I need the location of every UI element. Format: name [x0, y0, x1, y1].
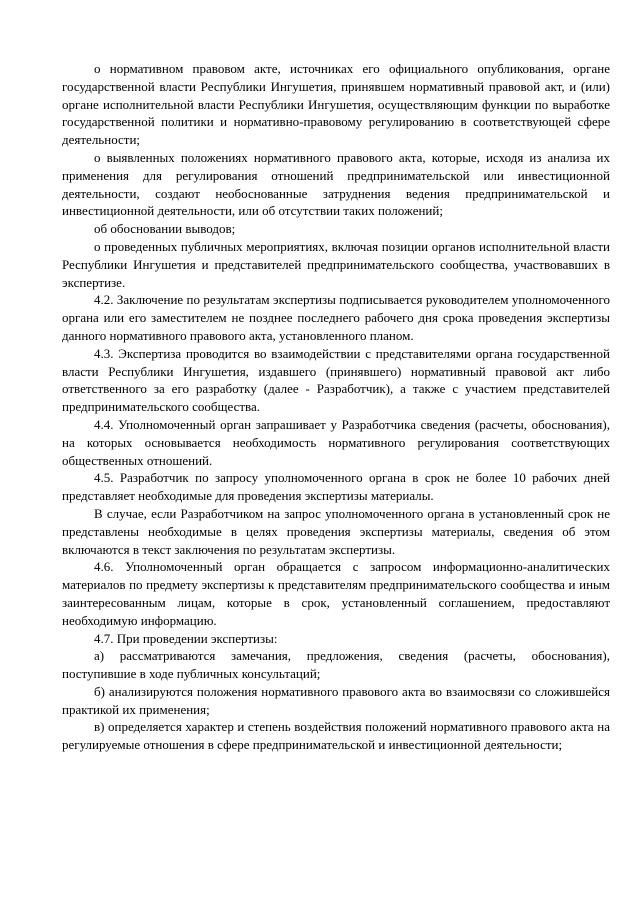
paragraph-4-6: 4.6. Уполномоченный орган обращается с запросом информационно-аналитических материалов по предмету экспертизы к представителям предпринимательского сообщества и иным заинтересованным лицам, которые в срок, установленный соглашением, предоставляют необходимую информацию.	[62, 559, 610, 628]
paragraph-4-7: 4.7. При проведении экспертизы:	[94, 630, 278, 646]
paragraph-developer-no-materials: В случае, если Разработчиком на запрос уполномоченного органа в установленный срок не представлены необходимые в целях проведения экспертизы материалы, сведения об этом включаются в текст заключения по результатам экспертизы.	[62, 505, 610, 557]
paragraph-legal-act-info: о нормативном правовом акте, источниках его официального опубликования, органе государственной власти Республики Ингушетия, принявшем нормативный правовой акт, и (или) органе исполнительной власти Республики Ингушетия, осуществляющим функции по выработке государственной политики и нормативно-правовому регулированию в соответствующей сфере деятельности;	[62, 61, 610, 148]
list-item-b: б) анализируются положения нормативного правового акта во взаимосвязи со сложившейся практикой их применения;	[62, 683, 610, 717]
document-page	[62, 60, 610, 754]
paragraph-4-2: 4.2. Заключение по результатам экспертизы подписывается руководителем уполномоченного органа или его заместителем не позднее последнего рабочего дня срока проведения экспертизы данного нормативного правового акта, установленного планом.	[62, 292, 610, 343]
paragraph-4-5: 4.5. Разработчик по запросу уполномоченного органа в срок не более 10 рабочих дней представляет необходимые для проведения экспертизы материалы.	[62, 470, 610, 504]
list-item-v: в) определяется характер и степень воздействия положений нормативного правового акта на регулируемые отношения в сфере предпринимательской и инвестиционной деятельности;	[62, 719, 610, 753]
paragraph-4-4: 4.4. Уполномоченный орган запрашивает у Разработчика сведения (расчеты, обоснования), на которых основывается необходимость нормативного регулирования соответствующих общественных отношений.	[62, 416, 610, 468]
paragraph-4-3: 4.3. Экспертиза проводится во взаимодействии с представителями органа государственной власти Республики Ингушетия, издавшего (принявшего) нормативный правовой акт либо ответственного за его разработку (далее - Разработчик), а также с участием представителей предпринимательского сообщества.	[62, 345, 610, 415]
paragraph-public-events: о проведенных публичных мероприятиях, включая позиции органов исполнительной власти Республики Ингушетия и представителей предпринимательского сообщества, участвовавших в экспертизе.	[62, 238, 610, 290]
paragraph-identified-provisions: о выявленных положениях нормативного правового акта, которые, исходя из анализа их применения для регулирования отношений предпринимательской или инвестиционной деятельности, создают необоснованные затруднения ведения предпринимательской и инвестиционной деятельности, или об отсутствии таких положений;	[62, 149, 610, 219]
paragraph-justification: об обосновании выводов;	[94, 221, 236, 237]
list-item-a: а) рассматриваются замечания, предложения, сведения (расчеты, обоснования), поступившие в ходе публичных консультаций;	[62, 648, 610, 682]
